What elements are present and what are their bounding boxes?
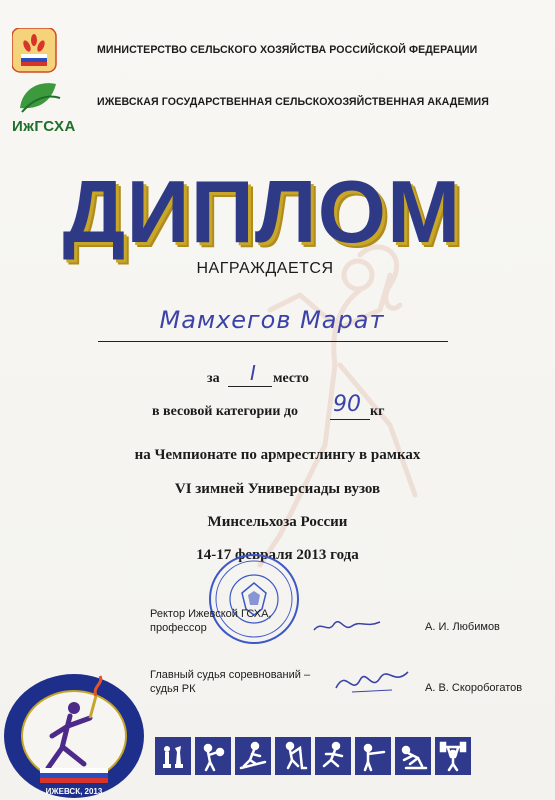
shooting-icon (355, 737, 391, 775)
boxing-icon (195, 737, 231, 775)
weightlifting-icon (435, 737, 471, 775)
emblem-city: ИЖЕВСК, 2013 (45, 787, 103, 796)
academy-heading: ИЖЕВСКАЯ ГОСУДАРСТВЕННАЯ СЕЛЬСКОХОЗЯЙСТВЕННАЯ АКАДЕМИЯ (97, 96, 489, 108)
championship-line-1: на Чемпионате по армрестлингу в рамках (134, 447, 421, 463)
awarded-label: НАГРАЖДАЕТСЯ (196, 260, 334, 277)
ministry-heading: МИНИСТЕРСТВО СЕЛЬСКОГО ХОЗЯЙСТВА РОССИЙСКОЙ ФЕДЕРАЦИИ (97, 44, 478, 56)
weight-unit: кг (370, 404, 385, 419)
rector-signature (312, 612, 382, 638)
skiing-icon (235, 737, 271, 775)
speed-skating-icon (395, 737, 431, 775)
place-suffix: место (273, 371, 309, 386)
universiade-emblem (0, 656, 148, 800)
championship-line-2: VI зимней Универсиады вузов (174, 481, 381, 497)
diploma-title: ДИПЛОМ (62, 162, 462, 261)
judge-title-line1: Главный судья соревнований – (150, 669, 311, 681)
hockey-icon (275, 737, 311, 775)
name-underline (98, 341, 448, 342)
rector-title-line1: Ректор Ижевской ГСХА, (150, 608, 272, 620)
rector-title (150, 607, 272, 635)
judge-name: А. В. Скоробогатов (425, 682, 523, 694)
championship-line-3: Минсельхоза России (207, 514, 348, 530)
place-prefix: за (207, 371, 220, 386)
place-underline (228, 386, 272, 387)
sports-pictograms (155, 737, 471, 775)
judge-title (150, 668, 310, 696)
chess-icon (155, 737, 191, 775)
academy-logo-text: ИжГСХА (12, 118, 76, 135)
weight-underline (330, 419, 370, 420)
judge-signature (332, 660, 412, 700)
rector-title-line2: профессор (150, 622, 207, 634)
judge-title-line2: судья РК (150, 683, 196, 695)
place-value: I (250, 361, 256, 385)
weight-prefix: в весовой категории до (152, 404, 298, 419)
championship-dates: 14-17 февраля 2013 года (196, 547, 359, 563)
running-icon (315, 737, 351, 775)
winner-name: Мамхегов Марат (159, 306, 385, 334)
weight-value: 90 (333, 392, 361, 417)
rector-name: А. И. Любимов (425, 621, 500, 633)
